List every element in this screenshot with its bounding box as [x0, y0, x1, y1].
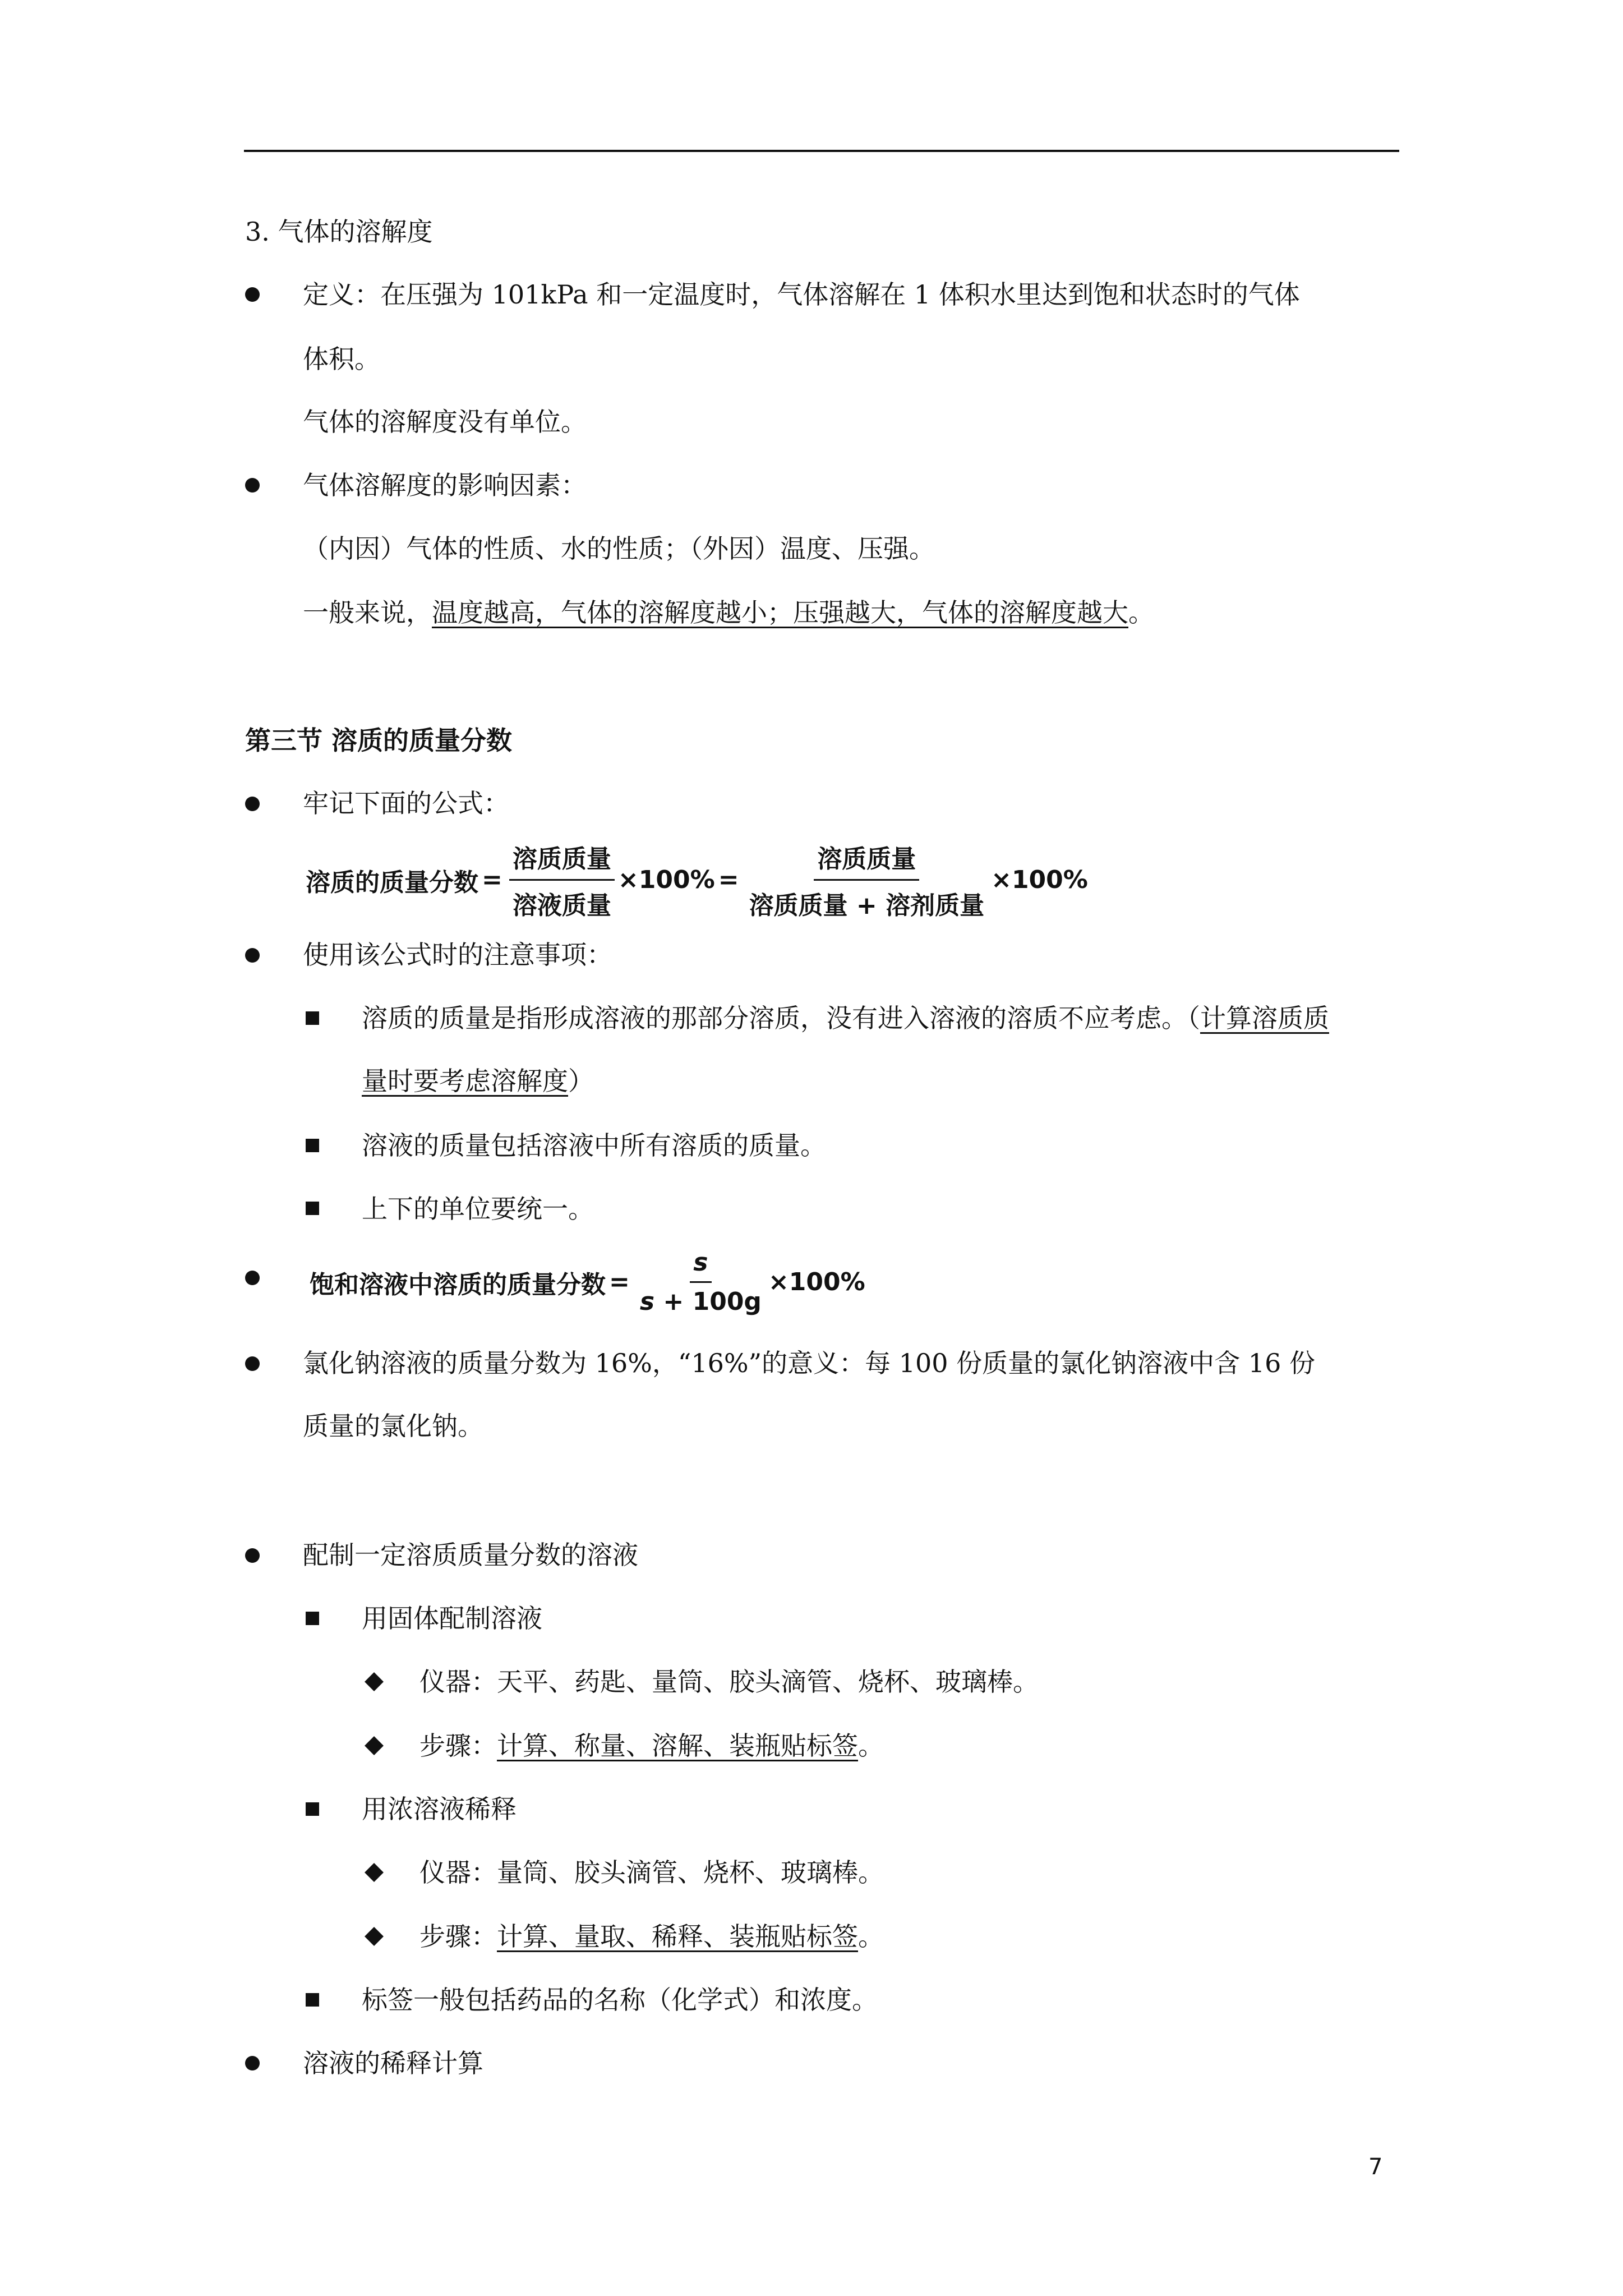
sat-denominator-rest: + 100g — [654, 1287, 762, 1316]
note-3: 上下的单位要统一。 — [362, 1194, 594, 1224]
general-underlined-1: 温度越高，气体的溶解度越小 — [432, 597, 767, 628]
sat-formula-equals: = — [609, 1268, 630, 1296]
notes-title: 使用该公式时的注意事项： — [303, 940, 612, 970]
page-number: 7 — [1368, 2154, 1383, 2180]
formula-equals-2: = — [718, 866, 739, 894]
nacl-line-2: 质量的氯化钠。 — [303, 1411, 483, 1441]
definition-line-1: 定义：在压强为 101kPa 和一定温度时，气体溶解在 1 体积水里达到饱和状态时的气体 — [303, 279, 1300, 310]
factors-detail: （内因）气体的性质、水的性质；（外因）温度、压强。 — [303, 533, 935, 564]
solid-steps-prefix: 步骤： — [419, 1731, 497, 1761]
note-1-line-1 — [362, 1001, 1329, 1035]
sat-formula-times: ×100% — [768, 1268, 865, 1296]
bullet-dot-icon — [245, 1271, 260, 1285]
bullet-dot-icon — [245, 287, 260, 302]
note-1-underlined-end: 量时要考虑溶解度 — [362, 1066, 568, 1096]
formula-lhs: 溶质的质量分数 — [306, 868, 478, 897]
bullet-square-icon — [306, 1993, 319, 2007]
heading-gas-solubility: 3. 气体的溶解度 — [245, 217, 433, 247]
dilute-steps — [419, 1920, 884, 1953]
saturated-formula — [310, 1248, 865, 1316]
bullet-dot-icon — [245, 1548, 260, 1563]
sat-fraction — [637, 1248, 765, 1316]
general-prefix: 一般来说， — [303, 597, 432, 628]
bullet-square-icon — [306, 1011, 319, 1025]
formula-times-1: ×100% — [617, 866, 715, 894]
general-underlined-2: 压强越大，气体的溶解度越大 — [793, 597, 1128, 628]
dilute-steps-prefix: 步骤： — [419, 1921, 497, 1952]
formula-equals: = — [482, 866, 502, 894]
dilute-steps-end: 。 — [858, 1921, 884, 1952]
mass-fraction-formula — [306, 839, 1088, 921]
prep-dilute: 用浓溶液稀释 — [362, 1794, 517, 1824]
general-end: 。 — [1128, 597, 1154, 628]
dilution-calc: 溶液的稀释计算 — [303, 2048, 483, 2078]
fraction-2 — [746, 839, 988, 921]
bullet-dot-icon — [245, 948, 260, 963]
bullet-diamond-icon — [365, 1927, 384, 1946]
bullet-square-icon — [306, 1139, 319, 1152]
factors-title: 气体溶解度的影响因素： — [303, 470, 587, 500]
bullet-dot-icon — [245, 478, 260, 493]
section-title: 第三节 溶质的质量分数 — [245, 725, 513, 756]
sat-formula-lhs: 饱和溶液中溶质的质量分数 — [310, 1270, 606, 1299]
nacl-line-1: 氯化钠溶液的质量分数为 16%，“16%”的意义：每 100 份质量的氯化钠溶液中含 16 份 — [303, 1348, 1315, 1378]
bullet-dot-icon — [245, 2056, 260, 2070]
fraction-1-numerator: 溶质质量 — [509, 839, 615, 881]
sat-fraction-numerator: s — [690, 1248, 711, 1283]
solid-instruments: 仪器：天平、药匙、量筒、胶头滴管、烧杯、玻璃棒。 — [419, 1667, 1039, 1697]
bullet-diamond-icon — [365, 1863, 384, 1882]
bullet-square-icon — [306, 1612, 319, 1625]
sat-fraction-denominator — [637, 1283, 765, 1316]
label-note: 标签一般包括药品的名称（化学式）和浓度。 — [362, 1985, 878, 2015]
bullet-square-icon — [306, 1802, 319, 1816]
bullet-diamond-icon — [365, 1736, 384, 1755]
remember-formula: 牢记下面的公式： — [303, 788, 509, 818]
solid-steps — [419, 1729, 884, 1763]
fraction-2-denominator: 溶质质量 + 溶剂质量 — [749, 891, 985, 920]
fraction-2-numerator: 溶质质量 — [814, 839, 919, 881]
prep-solid: 用固体配制溶液 — [362, 1603, 542, 1634]
note-2: 溶液的质量包括溶液中所有溶质的质量。 — [362, 1130, 826, 1161]
solid-steps-underlined: 计算、称量、溶解、装瓶贴标签 — [497, 1731, 858, 1761]
note-1-close: ） — [568, 1066, 594, 1096]
bullet-diamond-icon — [365, 1672, 384, 1691]
note-1-line-2 — [362, 1064, 594, 1098]
bullet-dot-icon — [245, 797, 260, 811]
dilute-steps-underlined: 计算、量取、稀释、装瓶贴标签 — [497, 1921, 858, 1952]
bullet-dot-icon — [245, 1356, 260, 1371]
header-rule — [244, 150, 1399, 152]
fraction-1-denominator: 溶液质量 — [512, 891, 611, 920]
general-statement — [303, 596, 1154, 629]
general-separator: ； — [767, 597, 793, 628]
no-unit-note: 气体的溶解度没有单位。 — [303, 407, 587, 437]
note-1-text: 溶质的质量是指形成溶液的那部分溶质，没有进入溶液的溶质不应考虑。（ — [362, 1003, 1200, 1033]
solid-steps-end: 。 — [858, 1731, 884, 1761]
dilute-instruments: 仪器：量筒、胶头滴管、烧杯、玻璃棒。 — [419, 1857, 884, 1888]
bullet-square-icon — [306, 1202, 319, 1215]
definition-line-2: 体积。 — [303, 344, 380, 374]
fraction-1 — [509, 839, 615, 921]
prep-title: 配制一定溶质质量分数的溶液 — [303, 1540, 638, 1570]
sat-denominator-s: s — [639, 1287, 655, 1316]
note-1-underlined-start: 计算溶质质 — [1200, 1003, 1329, 1033]
formula-times-2: ×100% — [991, 866, 1088, 894]
